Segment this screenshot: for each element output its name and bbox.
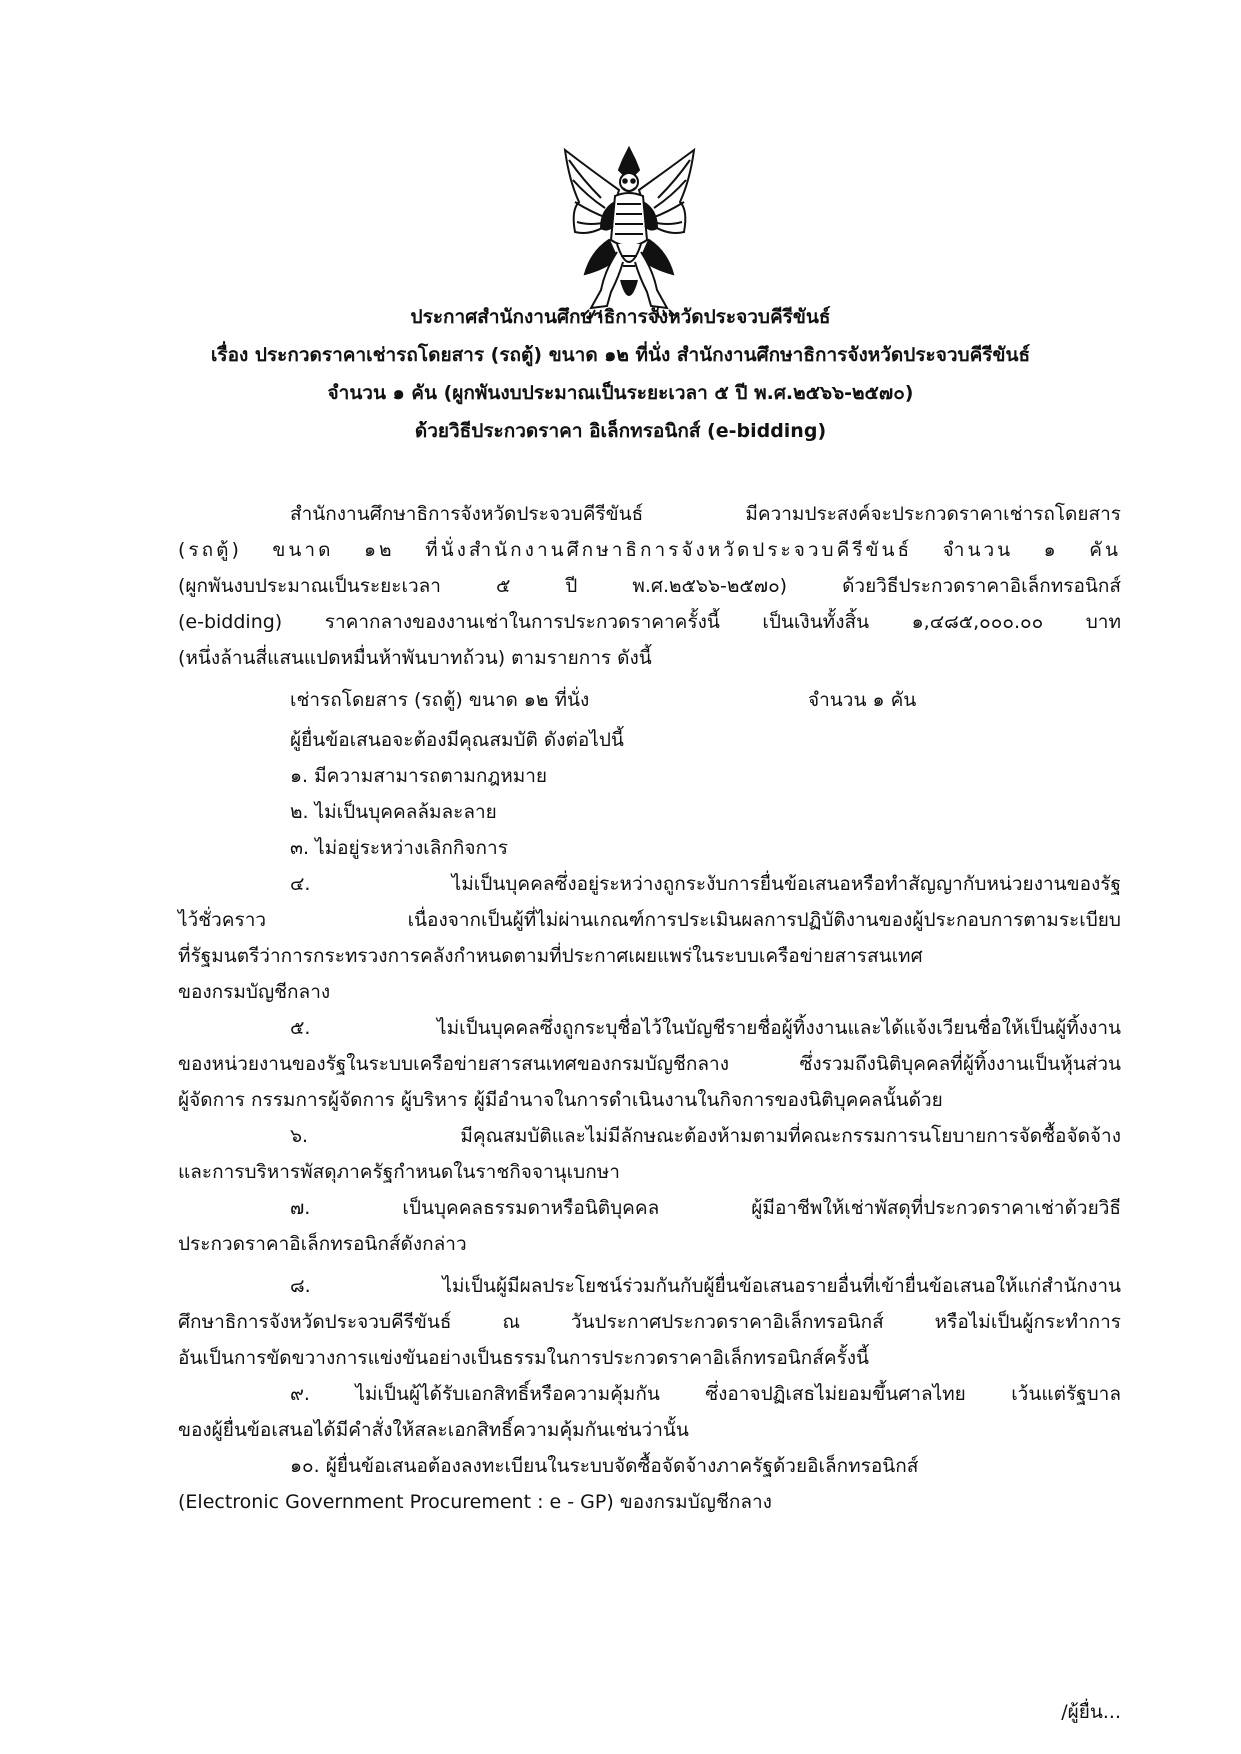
intro-line: (รถตู้) ขนาด ๑๒ ที่นั่งสำนักงานศึกษาธิการจังหวัดประจวบคีรีขันธ์ จำนวน ๑ คัน	[178, 539, 1121, 561]
qualification-item: ของกรมบัญชีกลาง	[178, 981, 331, 1003]
qualification-item: ของผู้ยื่นข้อเสนอได้มีคำสั่งให้สละเอกสิทธิ์ความคุ้มกันเช่นว่านั้น	[178, 1419, 689, 1441]
qualification-item: ที่รัฐมนตรีว่าการกระทรวงการคลังกำหนดตามที่ประกาศเผยแพร่ในระบบเครือข่ายสารสนเทศ	[178, 945, 923, 967]
qualification-item: ไว้ชั่วคราว เนื่องจากเป็นผู้ที่ไม่ผ่านเกณฑ์การประเมินผลการปฏิบัติงานของผู้ประกอบการตามระเบียบ	[178, 909, 1121, 931]
page-continuation: /ผู้ยื่น...	[1061, 1701, 1121, 1723]
qualification-item: ๑. มีความสามารถตามกฎหมาย	[290, 765, 548, 787]
qualification-item: ๗. เป็นบุคคลธรรมดาหรือนิติบุคคล ผู้มีอาชีพให้เช่าพัสดุที่ประกวดราคาเช่าด้วยวิธี	[290, 1197, 1121, 1219]
qualification-item: ๘. ไม่เป็นผู้มีผลประโยชน์ร่วมกันกับผู้ยื่นข้อเสนอรายอื่นที่เข้ายื่นข้อเสนอให้แก่สำนักงาน	[290, 1275, 1121, 1297]
qualification-item: อันเป็นการขัดขวางการแข่งขันอย่างเป็นธรรมในการประกวดราคาอิเล็กทรอนิกส์ครั้งนี้	[178, 1347, 870, 1369]
qualification-item: ประกวดราคาอิเล็กทรอนิกส์ดังกล่าว	[178, 1233, 467, 1255]
qualification-item: ๔. ไม่เป็นบุคคลซึ่งอยู่ระหว่างถูกระงับการยื่นข้อเสนอหรือทำสัญญากับหน่วยงานของรัฐ	[290, 873, 1121, 895]
qualification-item: ๖. มีคุณสมบัติและไม่มีลักษณะต้องห้ามตามที่คณะกรรมการนโยบายการจัดซื้อจัดจ้าง	[290, 1125, 1121, 1147]
qualification-item: และการบริหารพัสดุภาครัฐกำหนดในราชกิจจานุเบกษา	[178, 1161, 620, 1183]
qualification-item: ๒. ไม่เป็นบุคคลล้มละลาย	[290, 801, 497, 823]
intro-line: (ผูกพันงบประมาณเป็นระยะเวลา ๕ ปี พ.ศ.๒๕๖๖-๒๕๗๐) ด้วยวิธีประกวดราคาอิเล็กทรอนิกส์	[178, 575, 1121, 597]
qualification-item: (Electronic Government Procurement : e - GP) ของกรมบัญชีกลาง	[178, 1491, 772, 1513]
intro-line: สำนักงานศึกษาธิการจังหวัดประจวบคีรีขันธ์ มีความประสงค์จะประกวดราคาเช่ารถโดยสาร	[290, 503, 1121, 525]
announcement-subject: เรื่อง ประกวดราคาเช่ารถโดยสาร (รถตู้) ขนาด ๑๒ ที่นั่ง สำนักงานศึกษาธิการจังหวัดประจวบคีรีขันธ์	[210, 344, 1031, 366]
qualification-item: ๕. ไม่เป็นบุคคลซึ่งถูกระบุชื่อไว้ในบัญชีรายชื่อผู้ทิ้งงานและได้แจ้งเวียนชื่อให้เป็นผู้ทิ้งงาน	[290, 1017, 1121, 1039]
item-quantity: จำนวน ๑ คัน	[808, 689, 917, 711]
announcement-title: ประกาศสำนักงานศึกษาธิการจังหวัดประจวบคีรีขันธ์	[410, 306, 831, 328]
announcement-method: ด้วยวิธีประกวดราคา อิเล็กทรอนิกส์ (e-bidding)	[414, 420, 827, 442]
qualifications-heading: ผู้ยื่นข้อเสนอจะต้องมีคุณสมบัติ ดังต่อไปนี้	[290, 729, 624, 751]
qualification-item: ๑๐. ผู้ยื่นข้อเสนอต้องลงทะเบียนในระบบจัดซื้อจัดจ้างภาครัฐด้วยอิเล็กทรอนิกส์	[290, 1455, 919, 1477]
intro-line: (หนึ่งล้านสี่แสนแปดหมื่นห้าพันบาทถ้วน) ตามรายการ ดังนี้	[178, 647, 652, 669]
qualification-item: ศึกษาธิการจังหวัดประจวบคีรีขันธ์ ณ วันประกาศประกวดราคาอิเล็กทรอนิกส์ หรือไม่เป็นผู้กระทำการ	[178, 1311, 1121, 1333]
qualification-item: ของหน่วยงานของรัฐในระบบเครือข่ายสารสนเทศของกรมบัญชีกลาง ซึ่งรวมถึงนิติบุคคลที่ผู้ทิ้งงานเป็นหุ้นส่วน	[178, 1053, 1121, 1075]
intro-line: (e-bidding) ราคากลางของงานเช่าในการประกวดราคาครั้งนี้ เป็นเงินทั้งสิ้น ๑,๔๘๕,๐๐๐.๐๐ บาท	[178, 611, 1121, 633]
qualification-item: ผู้จัดการ กรรมการผู้จัดการ ผู้บริหาร ผู้มีอำนาจในการดำเนินงานในกิจการของนิติบุคคลนั้นด้วย	[178, 1089, 943, 1111]
item-name: เช่ารถโดยสาร (รถตู้) ขนาด ๑๒ ที่นั่ง	[290, 689, 590, 711]
garuda-emblem-icon	[561, 140, 698, 325]
qualification-item: ๓. ไม่อยู่ระหว่างเลิกกิจการ	[290, 837, 508, 859]
qualification-item: ๙. ไม่เป็นผู้ได้รับเอกสิทธิ์หรือความคุ้มกัน ซึ่งอาจปฏิเสธไม่ยอมขึ้นศาลไทย เว้นแต่รัฐบาล	[290, 1383, 1121, 1405]
announcement-subject-line-2: จำนวน ๑ คัน (ผูกพันงบประมาณเป็นระยะเวลา ๕ ปี พ.ศ.๒๕๖๖-๒๕๗๐)	[327, 382, 914, 404]
